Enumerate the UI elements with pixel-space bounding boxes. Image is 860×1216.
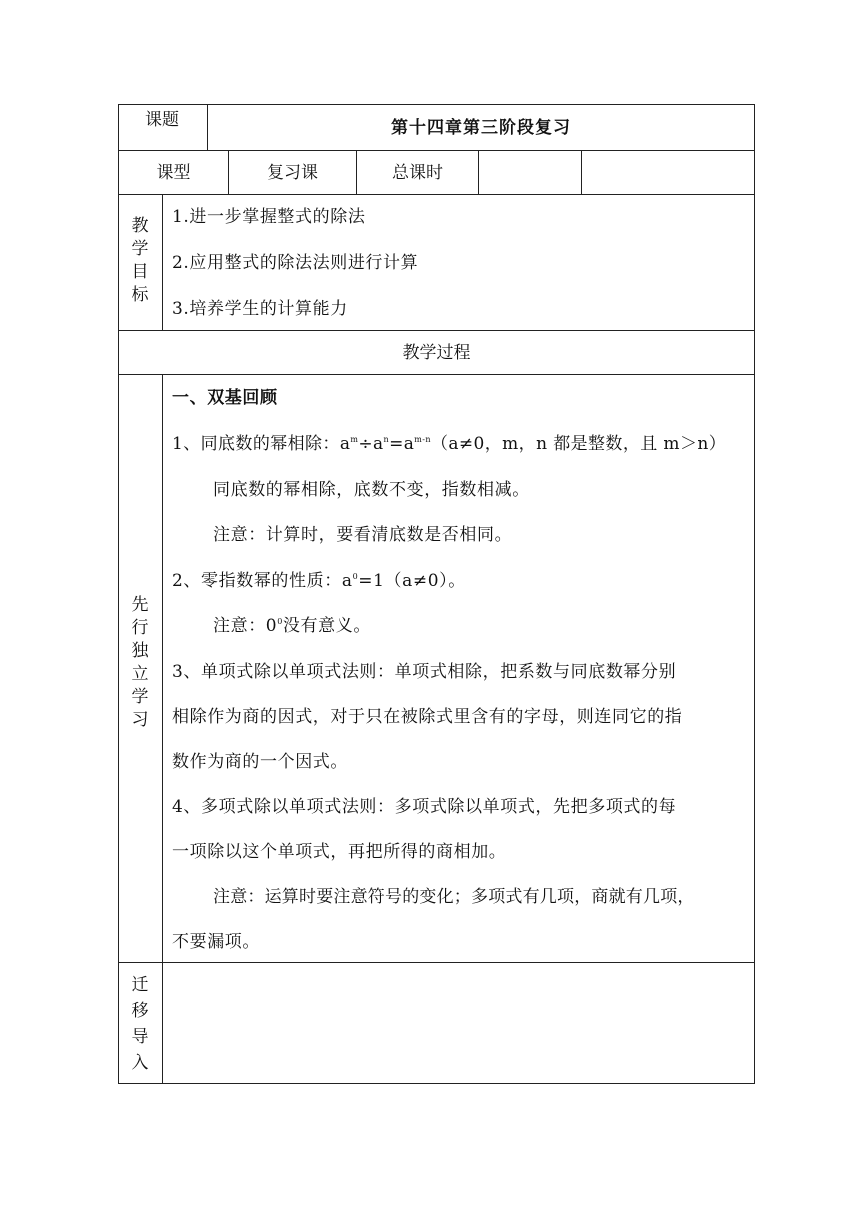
independent-study-label-char: 行	[131, 618, 149, 638]
topic-label: 课题	[145, 110, 179, 130]
item2-note-exponent: 0	[277, 617, 283, 626]
objectives-label-char: 目	[131, 262, 149, 282]
item4-line: 一项除以这个单项式，再把所得的商相加。	[172, 842, 507, 862]
item2-note-prefix: 注意：0	[213, 616, 278, 636]
transfer-label-char: 入	[131, 1053, 149, 1073]
note-line: 不要漏项。	[172, 932, 260, 952]
item2-formula	[172, 570, 466, 592]
objectives-label-char: 学	[131, 239, 149, 259]
objective-item: 3.培养学生的计算能力	[172, 299, 348, 319]
independent-study-label-char: 学	[131, 687, 149, 707]
item3-line: 数作为商的一个因式。	[172, 752, 348, 772]
objective-item: 1.进一步掌握整式的除法	[172, 207, 366, 227]
item1-exponent-n: n	[383, 435, 390, 444]
independent-study-label-char: 习	[131, 710, 149, 730]
item1-rule: 同底数的幂相除，底数不变，指数相减。	[213, 480, 530, 500]
note-line: 注意：运算时要注意符号的变化；多项式有几项，商就有几项，	[213, 887, 695, 907]
item3-line: 相除作为商的因式，对于只在被除式里含有的字母，则连同它的指	[172, 707, 683, 727]
independent-study-label	[129, 594, 151, 732]
item3-line: 3、单项式除以单项式法则：单项式相除，把系数与同底数幂分别	[172, 662, 677, 682]
objectives-label-char: 教	[131, 216, 149, 236]
item2-note-suffix: 没有意义。	[282, 616, 371, 636]
objectives-label	[129, 215, 151, 307]
item2-suffix: =1（a≠0）。	[358, 571, 466, 591]
independent-study-label-char: 先	[131, 595, 149, 615]
transfer-label-char: 移	[131, 1001, 149, 1021]
objective-item: 2.应用整式的除法法则进行计算	[172, 253, 419, 273]
objectives-label-char: 标	[131, 285, 149, 305]
item4-line: 4、多项式除以单项式法则：多项式除以单项式，先把多项式的每	[172, 797, 677, 817]
process-title: 教学过程	[402, 343, 471, 363]
item1-note: 注意：计算时，要看清底数是否相同。	[213, 525, 513, 545]
independent-study-label-char: 立	[131, 664, 149, 684]
item2-prefix: 2、零指数幂的性质：a	[172, 571, 353, 591]
total-hours-label: 总课时	[392, 163, 443, 183]
type-value: 复习课	[267, 163, 318, 183]
item1-suffix: （a≠0，m，n 都是整数，且 m＞n）	[430, 434, 727, 454]
item1-prefix: 1、同底数的幂相除：a	[172, 434, 351, 454]
item2-exponent: 0	[352, 572, 359, 581]
transfer-label-char: 导	[131, 1027, 149, 1047]
transfer-label-char: 迁	[131, 975, 149, 995]
item1-equals: =a	[389, 434, 415, 454]
item1-exponent-m: m	[350, 435, 359, 444]
section-title: 一、双基回顾	[172, 388, 278, 408]
transfer-label	[129, 972, 151, 1076]
item2-note	[213, 615, 371, 637]
item1-division: ÷a	[358, 434, 384, 454]
topic-value: 第十四章第三阶段复习	[391, 118, 571, 138]
type-label: 课型	[156, 163, 191, 183]
item1-formula	[172, 433, 726, 455]
independent-study-label-char: 独	[131, 641, 149, 661]
item1-exponent-m-n: m-n	[414, 435, 431, 444]
